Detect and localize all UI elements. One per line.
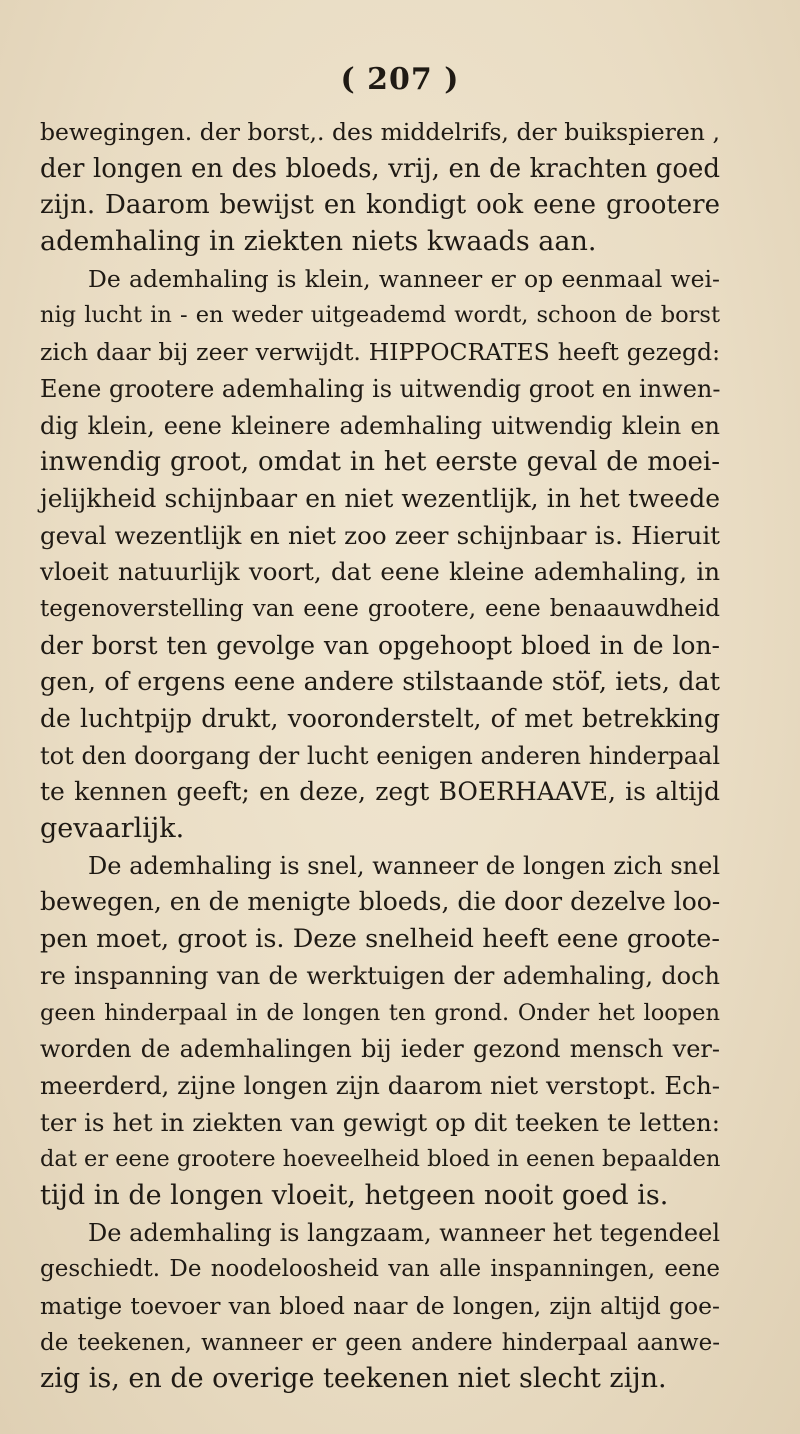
text-line: nig lucht in - en weder uitgeademd wordt, schoon de borst	[40, 302, 720, 329]
text-line: matige toevoer van bloed naar de longen, zijn altijd goe-	[40, 1292, 720, 1320]
text-line: geen hinderpaal in de longen ten grond. Onder het loopen	[40, 999, 720, 1026]
text-line: de teekenen, wanneer er geen andere hinderpaal aanwe-	[40, 1329, 720, 1356]
text-line: der borst ten gevolge van opgehoopt bloed in de lon-	[40, 630, 720, 660]
text-line: geval wezentlijk en niet zoo zeer schijnbaar is. Hieruit	[40, 520, 720, 550]
text-line: De ademhaling is langzaam, wanneer het tegendeel	[88, 1218, 720, 1247]
text-line: pen moet, groot is. Deze snelheid heeft eene groote-	[40, 924, 720, 955]
text-line: geschiedt. De noodeloosheid van alle inspanningen, eene	[40, 1256, 720, 1283]
text-line: re inspanning van de werktuigen der ademhaling, doch	[40, 961, 720, 990]
text-line: De ademhaling is klein, wanneer er op eenmaal wei-	[88, 264, 720, 293]
text-line: gen, of ergens eene andere stilstaande stöf, iets, dat	[40, 667, 720, 698]
text-line: dig klein, eene kleinere ademhaling uitwendig klein en	[40, 411, 720, 440]
text-line: tot den doorgang der lucht eenigen anderen hinderpaal	[40, 741, 720, 770]
text-line: zig is, en de overige teekenen niet slecht zijn.	[40, 1363, 667, 1395]
text-line: gevaarlijk.	[40, 813, 185, 845]
page-number: ( 207 )	[340, 62, 460, 97]
text-line: De ademhaling is snel, wanneer de longen zich snel	[88, 851, 720, 880]
text-line: tijd in de longen vloeit, hetgeen nooit goed is.	[40, 1179, 669, 1211]
text-line: tegenoverstelling van eene grootere, eene benaauwdheid	[40, 595, 720, 622]
text-line: jelijkheid schijnbaar en niet wezentlijk, in het tweede	[40, 483, 720, 513]
text-line: ter is het in ziekten van gewigt op dit teeken te letten:	[40, 1107, 720, 1137]
text-line: zijn. Daarom bewijst en kondigt ook eene grootere	[40, 190, 720, 221]
text-line: meerderd, zijne longen zijn daarom niet verstopt. Ech-	[40, 1070, 720, 1100]
text-line: zich daar bij zeer verwijdt. HIPPOCRATES heeft gezegd:	[40, 338, 720, 367]
text-line: Eene grootere ademhaling is uitwendig groot en inwen-	[40, 374, 721, 403]
text-line: inwendig groot, omdat in het eerste geval de moei-	[40, 447, 720, 478]
text-line: vloeit natuurlijk voort, dat eene kleine ademhaling, in	[40, 557, 720, 587]
text-line: bewegingen. der borst,. des middelrifs, der buikspieren ,	[40, 118, 720, 146]
text-line: bewegen, en de menigte bloeds, die door dezelve loo-	[40, 887, 721, 917]
text-line: de luchtpijp drukt, vooronderstelt, of met betrekking	[40, 704, 720, 733]
text-line: dat er eene grootere hoeveelheid bloed in eenen bepaalden	[40, 1146, 721, 1173]
text-line: der longen en des bloeds, vrij, en de krachten goed	[40, 153, 720, 184]
text-line: te kennen geeft; en deze, zegt BOERHAAVE, is altijd	[40, 777, 720, 807]
text-line: worden de ademhalingen bij ieder gezond mensch ver-	[40, 1035, 720, 1064]
body-text	[40, 114, 720, 1398]
text-line: ademhaling in ziekten niets kwaads aan.	[40, 226, 597, 258]
